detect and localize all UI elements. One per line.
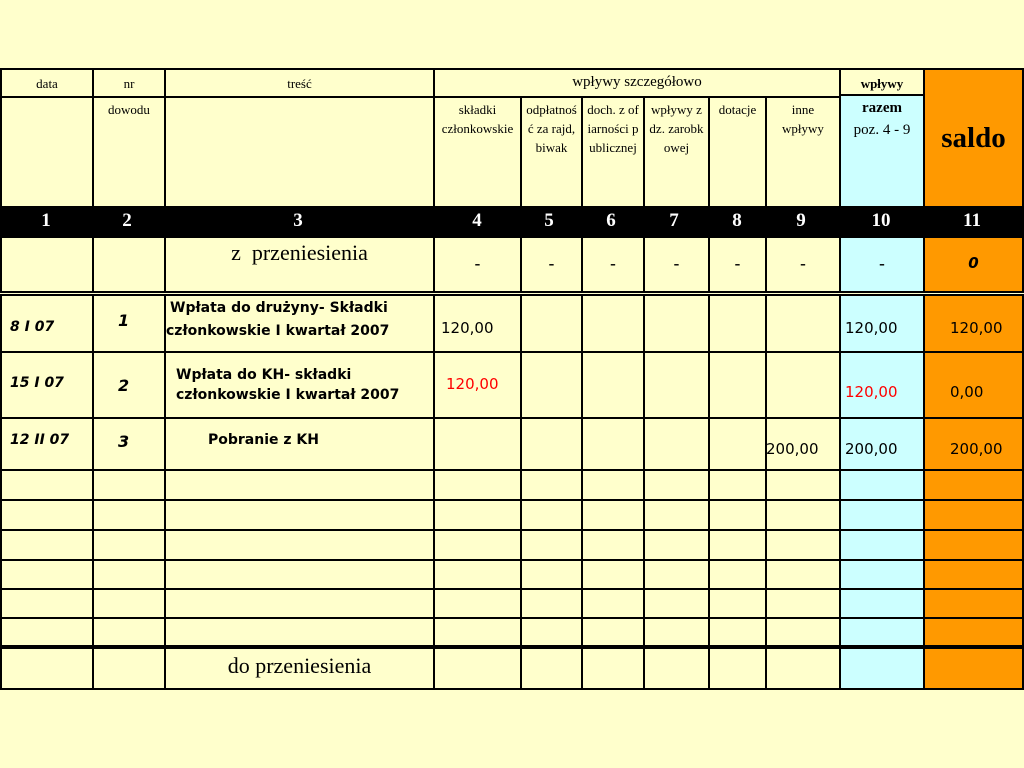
table-cell [520,417,583,471]
table-cell [92,499,166,531]
header-dotacje [708,96,767,208]
header-nr [92,68,166,98]
carry-in-dash: - [734,254,741,273]
table-cell [581,294,645,353]
carry-in-dash: - [548,254,555,273]
table-cell [0,529,94,561]
row-date: 15 I 07 [10,375,64,391]
table-cell [765,294,841,353]
table-cell [92,529,166,561]
table-cell [520,559,583,590]
carry-out-label: do przeniesienia [227,653,372,678]
row-description-line1: Pobranie z KH [208,432,319,448]
table-cell [433,469,522,501]
table-cell [839,529,925,561]
table-cell [433,499,522,531]
carry-in-label: z przeniesienia [231,240,368,265]
carry-in-cell [581,236,645,293]
row-nr: 1 [118,311,130,330]
table-cell [520,617,583,647]
carry-out-cell [520,647,583,690]
table-cell [839,559,925,590]
column-number: 4 [472,210,482,231]
carry-in-cell [839,236,925,293]
table-cell [0,469,94,501]
table-cell [643,294,710,353]
table-cell [433,617,522,647]
table-cell [520,469,583,501]
table-cell [164,469,435,501]
carry-out-cell [839,647,925,690]
header-poz-label: poz. 4 - 9 [853,122,911,138]
row-description-line2: członkowskie I kwartał 2007 [166,323,390,339]
header-wplywy-szczegolowo-label: wpływy szczegółowo [572,74,702,90]
header-odplatnosc [520,96,583,208]
table-cell [708,294,767,353]
table-cell [839,617,925,647]
table-cell [164,499,435,531]
table-cell [164,617,435,647]
column-number: 11 [963,210,981,231]
table-cell [0,617,94,647]
table-cell [923,529,1024,561]
table-cell [0,559,94,590]
table-cell [765,559,841,590]
carry-in-cell [708,236,767,293]
table-cell [164,529,435,561]
row-date: 12 II 07 [10,432,70,448]
carry-in-razem-dash: - [879,254,885,273]
header-wplywy-szczegolowo [433,68,841,98]
row-description-line2: członkowskie I kwartał 2007 [176,387,400,403]
header-razem-label: razem [862,100,902,116]
column-number: 5 [544,210,554,231]
header-nr-sub [92,96,166,208]
carry-in-cell [0,236,94,293]
row-razem: 200,00 [845,440,898,458]
table-cell [708,417,767,471]
table-cell [708,588,767,619]
table-cell [765,617,841,647]
table-cell [581,499,645,531]
row-date: 8 I 07 [10,319,55,335]
table-cell [923,617,1024,647]
table-cell [708,617,767,647]
carry-in-cell [92,236,166,293]
carry-in-cell [765,236,841,293]
table-cell [839,469,925,501]
table-cell [643,559,710,590]
table-cell [643,588,710,619]
table-cell [765,588,841,619]
header-tresc-sub [164,96,435,208]
table-cell [520,588,583,619]
table-cell [581,559,645,590]
table-cell [0,499,94,531]
header-doch-label: doch. z ofiarności publicznej [587,102,639,155]
table-cell [581,417,645,471]
table-cell [581,529,645,561]
table-cell [765,499,841,531]
carry-in-dash: - [474,254,481,273]
table-cell [708,351,767,419]
table-cell [643,617,710,647]
column-number: 1 [41,210,51,231]
table-cell [643,351,710,419]
row-description-line1: Wpłata do drużyny- Składki [170,300,388,316]
carry-out-cell [581,647,645,690]
column-number: 10 [871,210,891,231]
header-skladki-label: składki członkowskie [441,102,514,136]
table-cell [92,588,166,619]
row-nr: 3 [118,432,130,451]
row-saldo: 0,00 [950,383,984,401]
table-cell [581,351,645,419]
carry-in-dash: - [610,254,616,273]
table-cell [708,469,767,501]
table-cell [708,499,767,531]
table-cell [92,469,166,501]
table-cell [765,469,841,501]
table-cell [92,559,166,590]
table-cell [164,588,435,619]
table-cell [643,469,710,501]
row-razem: 120,00 [845,383,898,401]
table-cell [520,294,583,353]
table-cell [643,417,710,471]
header-doch [581,96,645,208]
header-tresc-label: treść [287,76,312,91]
table-cell [164,559,435,590]
table-cell [92,617,166,647]
carry-out-cell [0,647,94,690]
column-number: 6 [606,210,616,231]
column-number: 3 [293,210,303,231]
table-cell [643,499,710,531]
table-cell [581,588,645,619]
row-nr: 2 [118,376,130,395]
row-inne: 200,00 [766,440,819,458]
header-nr-sub-label: dowodu [108,102,150,117]
table-cell [765,351,841,419]
table-cell [839,588,925,619]
table-cell [923,559,1024,590]
table-cell [923,588,1024,619]
carry-in-cell [433,236,522,293]
row-description-line1: Wpłata do KH- składki [176,367,352,383]
row-skladki: 120,00 [446,375,499,393]
carry-out-cell [433,647,522,690]
header-inne-label: inne wpływy [782,102,824,136]
header-skladki [433,96,522,208]
table-cell [433,417,522,471]
carry-in-cell [520,236,583,293]
header-inne [765,96,841,208]
header-wplywy-label: wpływy [860,76,904,91]
column-number: 9 [796,210,806,231]
carry-out-cell [643,647,710,690]
carry-in-cell [643,236,710,293]
header-data-label: data [36,76,58,91]
table-cell [708,529,767,561]
carry-out-cell [765,647,841,690]
row-saldo: 200,00 [950,440,1003,458]
header-saldo-label: saldo [941,122,1006,154]
table-cell [923,499,1024,531]
table-cell [923,469,1024,501]
column-number: 8 [732,210,742,231]
column-number: 2 [122,210,132,231]
table-cell [708,559,767,590]
header-saldo [923,68,1024,208]
row-skladki: 120,00 [441,319,494,337]
header-wplywy [839,68,925,96]
carry-in-dash: - [673,254,680,273]
carry-out-cell [923,647,1024,690]
table-cell [520,529,583,561]
row-saldo: 120,00 [950,319,1003,337]
carry-in-dash: - [800,254,806,273]
table-cell [643,529,710,561]
carry-out-cell [708,647,767,690]
header-razem [839,94,925,208]
table-cell [520,499,583,531]
table-cell [433,559,522,590]
table-cell [520,351,583,419]
carry-in-cell [923,236,1024,293]
header-odplatnosc-label: odpłatność za rajd, biwak [526,102,577,155]
header-wplywy-dz-label: wpływy z dz. zarobkowej [649,102,704,155]
header-wplywy-dz [643,96,710,208]
table-cell [765,529,841,561]
carry-in-saldo: 0 [968,254,979,272]
column-number: 7 [669,210,679,231]
header-dotacje-label: dotacje [718,102,757,117]
header-data-sub [0,96,94,208]
table-cell [433,529,522,561]
table-cell [433,588,522,619]
header-tresc [164,68,435,98]
table-cell [581,617,645,647]
table-cell [0,588,94,619]
table-cell [839,499,925,531]
header-nr-label: nr [123,76,135,91]
row-razem: 120,00 [845,319,898,337]
table-cell [164,351,435,419]
table-cell [581,469,645,501]
header-data [0,68,94,98]
carry-out-cell [92,647,166,690]
